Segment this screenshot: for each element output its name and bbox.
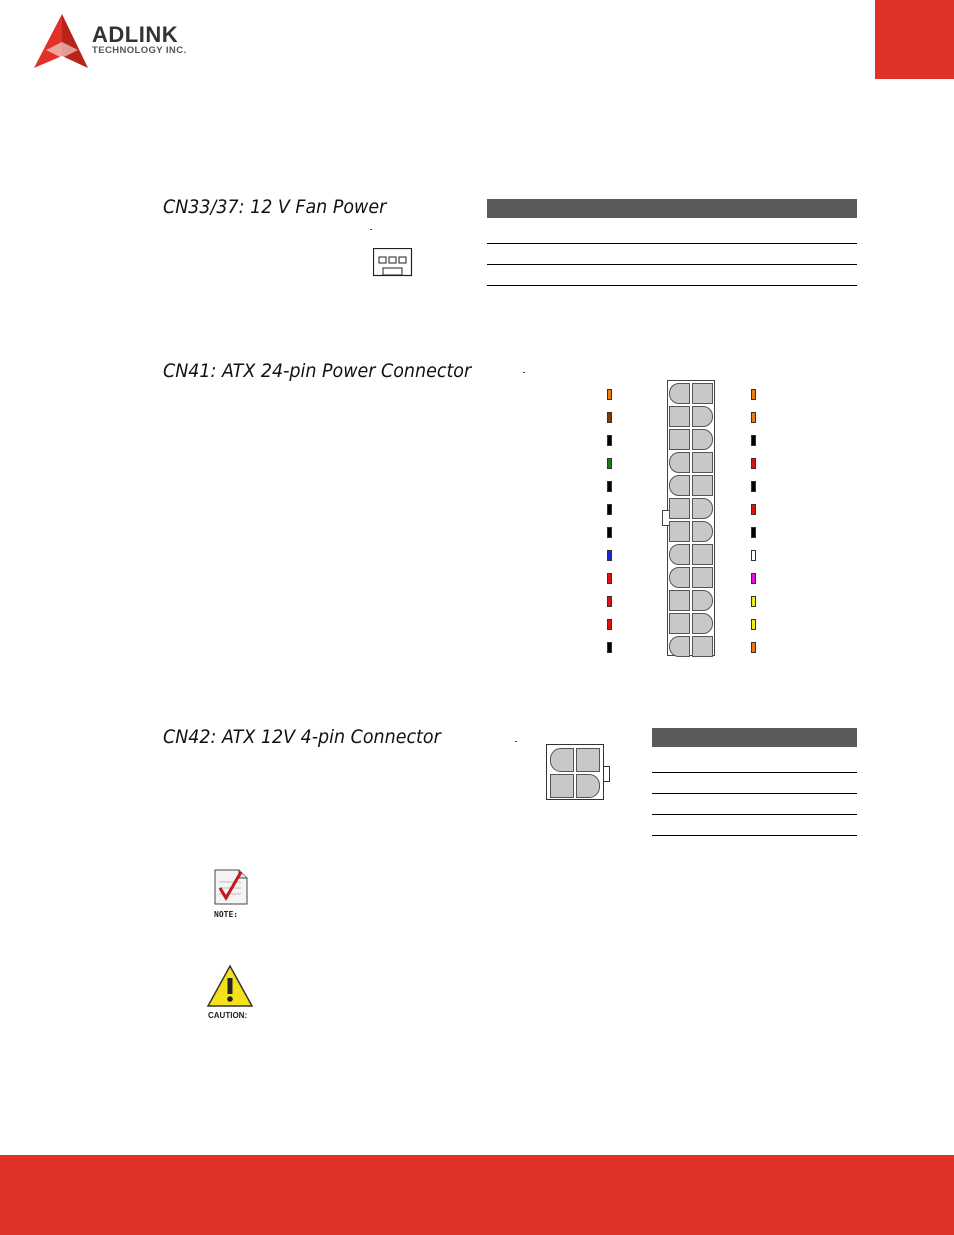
section-heading-atx12v: CN42: ATX 12V 4-pin Connector	[163, 726, 441, 748]
atx24-pin	[669, 590, 690, 611]
note-icon	[211, 868, 251, 918]
fan-table-row-line	[487, 285, 857, 286]
atx24-wire-left	[607, 504, 612, 515]
atx12v-table-row-line	[652, 793, 857, 794]
atx24-pin	[669, 521, 690, 542]
atx24-pin	[669, 544, 690, 565]
atx12v-pin	[576, 748, 600, 772]
atx24-wire-left	[607, 596, 612, 607]
atx24-pin	[692, 383, 713, 404]
atx24-pin	[692, 406, 713, 427]
atx24-pin	[692, 544, 713, 565]
atx24-pin	[692, 613, 713, 634]
atx24-pin	[692, 475, 713, 496]
atx12v-pin	[550, 748, 574, 772]
brand-name: ADLINK	[92, 22, 179, 47]
atx24-pin	[692, 452, 713, 473]
atx24-wire-right	[751, 435, 756, 446]
atx24-pin	[669, 636, 690, 657]
atx12v-table-row-line	[652, 814, 857, 815]
fan-table-header	[487, 199, 857, 218]
brand-subtitle: TECHNOLOGY INC.	[92, 45, 187, 56]
atx24-wire-left	[607, 435, 612, 446]
atx24-wire-right	[751, 458, 756, 469]
atx24-wire-left	[607, 642, 612, 653]
atx24-wire-right	[751, 412, 756, 423]
page-footer-band	[0, 1155, 954, 1235]
atx24-wire-left	[607, 458, 612, 469]
atx12v-pin	[550, 774, 574, 798]
atx24-pin	[669, 406, 690, 427]
atx24-pin	[692, 521, 713, 542]
atx24-wire-right	[751, 481, 756, 492]
fan-table-row-line	[487, 243, 857, 244]
atx24-wire-left	[607, 412, 612, 423]
atx24-wire-right	[751, 573, 756, 584]
atx24-pin	[692, 567, 713, 588]
atx24-pin	[692, 590, 713, 611]
note-label: NOTE:	[214, 910, 239, 919]
atx24-pin	[669, 452, 690, 473]
atx24-wire-right	[751, 504, 756, 515]
atx24-pin	[669, 567, 690, 588]
atx24-wire-right	[751, 550, 756, 561]
diagram-mark	[515, 741, 517, 742]
atx24-latch	[662, 510, 669, 526]
chapter-tab	[875, 0, 954, 79]
diagram-mark	[370, 229, 372, 230]
atx24-wire-left	[607, 573, 612, 584]
fan-table-row-line	[487, 264, 857, 265]
atx24-wire-right	[751, 527, 756, 538]
atx24-wire-right	[751, 619, 756, 630]
atx24-pin	[692, 498, 713, 519]
atx24-pin	[669, 383, 690, 404]
caution-label: CAUTION:	[208, 1011, 248, 1020]
section-heading-atx24: CN41: ATX 24-pin Power Connector	[163, 360, 472, 382]
atx24-wire-left	[607, 481, 612, 492]
atx24-wire-left	[607, 550, 612, 561]
atx12v-table-header	[652, 728, 857, 747]
atx12v-table-row-line	[652, 835, 857, 836]
atx12v-table-row-line	[652, 772, 857, 773]
atx24-wire-right	[751, 596, 756, 607]
diagram-mark	[523, 372, 525, 373]
caution-icon	[205, 964, 255, 1018]
atx12v-pin	[576, 774, 600, 798]
atx24-pin	[669, 429, 690, 450]
section-heading-fan-power: CN33/37: 12 V Fan Power	[163, 196, 387, 218]
atx24-wire-left	[607, 619, 612, 630]
atx24-wire-left	[607, 389, 612, 400]
atx24-pin	[669, 498, 690, 519]
atx12v-latch	[604, 766, 610, 782]
atx24-pin	[669, 475, 690, 496]
atx24-wire-left	[607, 527, 612, 538]
fan-connector-diagram	[373, 248, 413, 277]
atx24-pin	[692, 429, 713, 450]
atx24-pin	[669, 613, 690, 634]
atx24-pin	[692, 636, 713, 657]
atx24-wire-right	[751, 642, 756, 653]
atx24-wire-right	[751, 389, 756, 400]
